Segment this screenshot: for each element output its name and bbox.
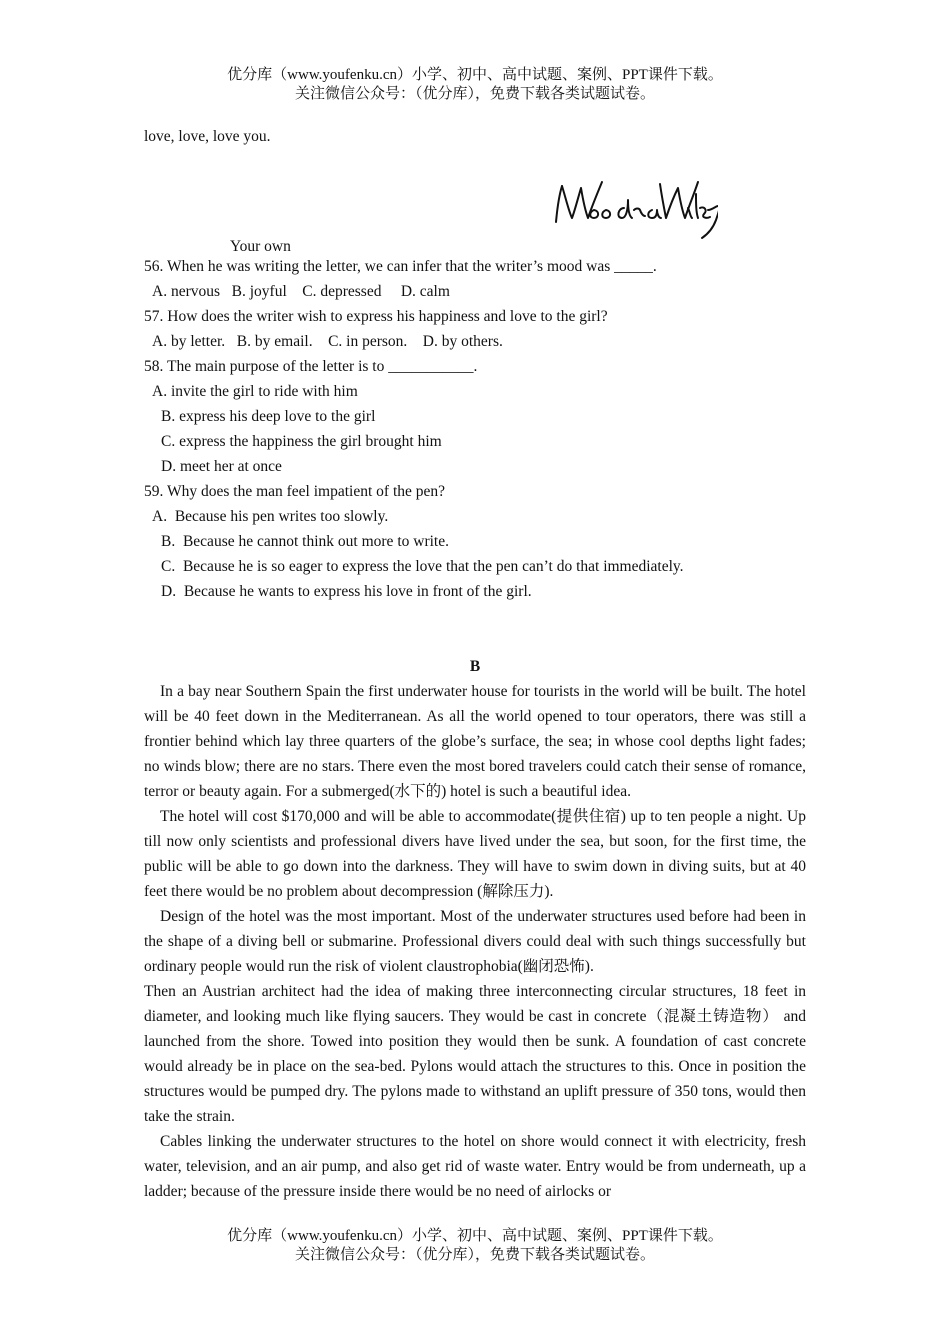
section-b-paragraph-1: In a bay near Southern Spain the first underwater house for tourists in the world will be built. The hotel will be 40 feet down in the Mediterranean. As all the world opened to tour operators, there was still a frontier behind which lay three quarters of the globe’s surface, the sea; in whose cool depths light fades; no winds blow; there are no stars. There even the most bored travelers could catch their sense of romance, terror or beauty again. For a submerged(水下的) hotel is such a beautiful idea. [144, 683, 806, 800]
question-58 [144, 354, 806, 479]
question-option-c: C. Because he is so eager to express the love that the pen can’t do that immediately. [161, 558, 684, 575]
question-stem: 58. The main purpose of the letter is to ___________. [144, 358, 478, 375]
question-option-d: D. Because he wants to express his love in front of the girl. [161, 583, 532, 600]
page-header [0, 66, 950, 104]
questions-list [144, 254, 806, 604]
question-59 [144, 479, 806, 604]
question-stem: 57. How does the writer wish to express his happiness and love to the girl? [144, 308, 608, 325]
question-options: A. nervous B. joyful C. depressed D. calm [152, 283, 450, 300]
question-option-a: A. Because his pen writes too slowly. [152, 508, 389, 525]
question-option-a: A. invite the girl to ride with him [152, 383, 358, 400]
question-57 [144, 304, 806, 354]
handwritten-signature [548, 174, 718, 254]
section-b-paragraph-4: Then an Austrian architect had the idea of making three interconnecting circular structures, 18 feet in diameter, and looking much like flying saucers. They would be cast in concrete（混凝土铸造物） and launched from the shore. Towed into position they would then be sunk. A foundation of cast concrete would already be in place on the sea-bed. Pylons would attach the structures to this. Once in position the structures would be pumped dry. The pylons made to withstand an uplift pressure of 350 tons, would then take the strain. [144, 983, 806, 1125]
question-option-b: B. Because he cannot think out more to write. [161, 533, 449, 550]
section-b-paragraph-2: The hotel will cost $170,000 and will be able to accommodate(提供住宿) up to ten people a night. Up till now only scientists and professional divers have lived under the sea, but soon, for the first time, the public will be able to go down into the darkness. They will have to swim down in diving suits, but at 40 feet there would be no problem about decompression (解除压力). [144, 808, 806, 900]
footer-line-2: 关注微信公众号：（优分库），免费下载各类试题试卷。 [294, 1247, 655, 1263]
question-stem: 56. When he was writing the letter, we can infer that the writer’s mood was _____. [144, 258, 657, 275]
question-stem: 59. Why does the man feel impatient of the pen? [144, 483, 446, 500]
letter-signature-row [144, 149, 806, 254]
question-56 [144, 254, 806, 304]
question-option-b: B. express his deep love to the girl [161, 408, 376, 425]
letter-closing-line: love, love, love you. [144, 128, 271, 145]
section-b-paragraph-3: Design of the hotel was the most important. Most of the underwater structures used before had been in the shape of a diving bell or submarine. Professional divers could deal with such things successfully but ordinary people would run the risk of violent claustrophobia(幽闭恐怖). [144, 908, 806, 975]
footer-line-1: 优分库（www.youfenku.cn）小学、初中、高中试题、案例、PPT课件下载。 [227, 1228, 723, 1244]
page-content [144, 124, 806, 1204]
page-footer [0, 1227, 950, 1265]
header-line-2: 关注微信公众号：（优分库），免费下载各类试题试卷。 [294, 86, 655, 102]
header-line-1: 优分库（www.youfenku.cn）小学、初中、高中试题、案例、PPT课件下载。 [227, 67, 723, 83]
section-spacer [144, 604, 806, 654]
section-b-paragraph-5: Cables linking the underwater structures to the hotel on shore would connect it with electricity, fresh water, television, and an air pump, and also get rid of waste water. Entry would be from underneath, up a ladder; because of the pressure inside there would be no need of airlocks or [144, 1133, 806, 1200]
section-b-title: B [469, 658, 481, 675]
question-options: A. by letter. B. by email. C. in person. D. by others. [152, 333, 503, 350]
letter-sign-off: Your own [230, 238, 291, 255]
question-option-d: D. meet her at once [161, 458, 282, 475]
question-option-c: C. express the happiness the girl brought him [161, 433, 442, 450]
